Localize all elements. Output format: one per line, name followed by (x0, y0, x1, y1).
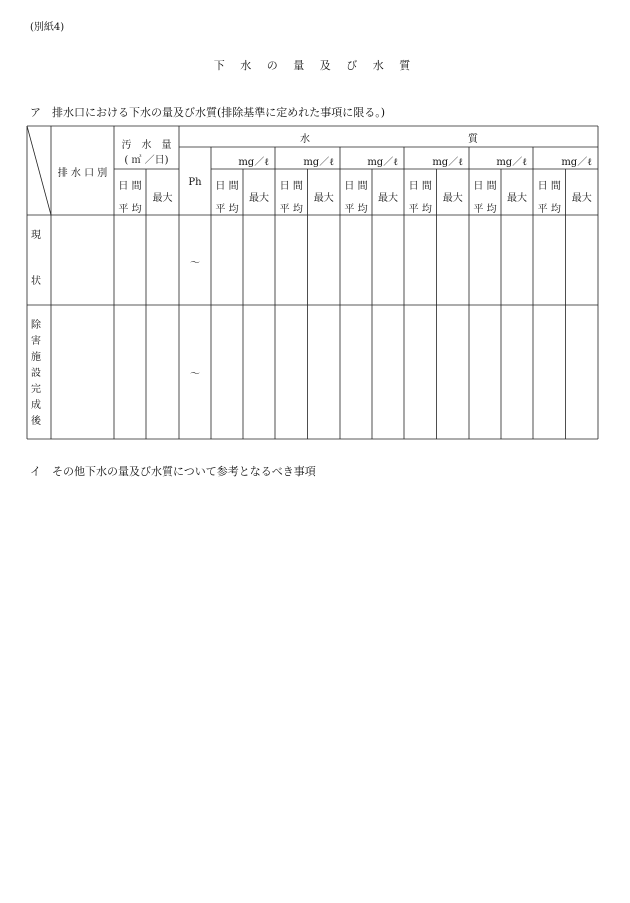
unit-label: mg／ℓ (561, 157, 592, 168)
average-label: 平 均 (279, 204, 303, 215)
water-header: 水 (300, 134, 310, 145)
max-label: 最大 (571, 193, 592, 204)
average-label: 平 均 (537, 204, 561, 215)
daily-label: 日 間 (473, 181, 497, 192)
row-label-char: 後 (31, 416, 41, 427)
max-label: 最大 (249, 193, 269, 204)
row-label-char: 完 (31, 384, 41, 395)
average-label: 平 均 (408, 204, 432, 215)
row-label-current (31, 231, 45, 287)
average-label: 平 均 (215, 204, 239, 215)
ph-range-after: ～ (190, 369, 200, 380)
row-label-char: 除 (31, 320, 41, 331)
row-label-char: 現 (31, 230, 41, 241)
sewage-max-label: 最大 (152, 193, 173, 204)
unit-label: mg／ℓ (367, 157, 398, 168)
average-label: 平 均 (344, 204, 368, 215)
outlet-header: 排 水 口 別 (57, 168, 108, 179)
max-label: 最大 (507, 193, 527, 204)
corner-diagonal-line (27, 126, 51, 215)
quality-header: 質 (468, 134, 478, 145)
row-label-char: 成 (31, 400, 41, 411)
row-label-char: 状 (31, 276, 41, 287)
sewage-volume-header: 汚 水 量 (121, 140, 172, 151)
sewage-average-label: 平 均 (118, 204, 142, 215)
daily-label: 日 間 (408, 181, 432, 192)
document-title: 下 水 の 量 及 び 水 質 (213, 59, 417, 72)
row-label-after-facility (31, 321, 45, 427)
daily-label: 日 間 (215, 181, 239, 192)
max-label: 最大 (313, 193, 334, 204)
unit-label: mg／ℓ (496, 157, 527, 168)
attachment-label: (別紙4) (30, 22, 65, 33)
daily-label: 日 間 (279, 181, 303, 192)
sewage-volume-unit: ( ㎥ ／日) (124, 155, 169, 166)
unit-label: mg／ℓ (303, 157, 334, 168)
section-i-heading: イ その他下水の量及び水質について参考となるべき事項 (30, 465, 316, 478)
daily-label: 日 間 (537, 181, 561, 192)
ph-range-current: ～ (190, 258, 200, 269)
sewage-daily-label: 日 間 (118, 181, 142, 192)
row-label-char: 害 (31, 336, 41, 347)
max-label: 最大 (378, 193, 398, 204)
row-label-char: 施 (31, 352, 41, 363)
ph-header: Ph (188, 177, 202, 188)
row-label-char: 設 (31, 368, 41, 379)
section-a-heading: ア 排水口における下水の量及び水質(排除基準に定めれた事項に限る。) (30, 106, 386, 119)
daily-label: 日 間 (344, 181, 368, 192)
unit-label: mg／ℓ (432, 157, 463, 168)
unit-label: mg／ℓ (238, 157, 269, 168)
average-label: 平 均 (473, 204, 497, 215)
max-label: 最大 (442, 193, 463, 204)
